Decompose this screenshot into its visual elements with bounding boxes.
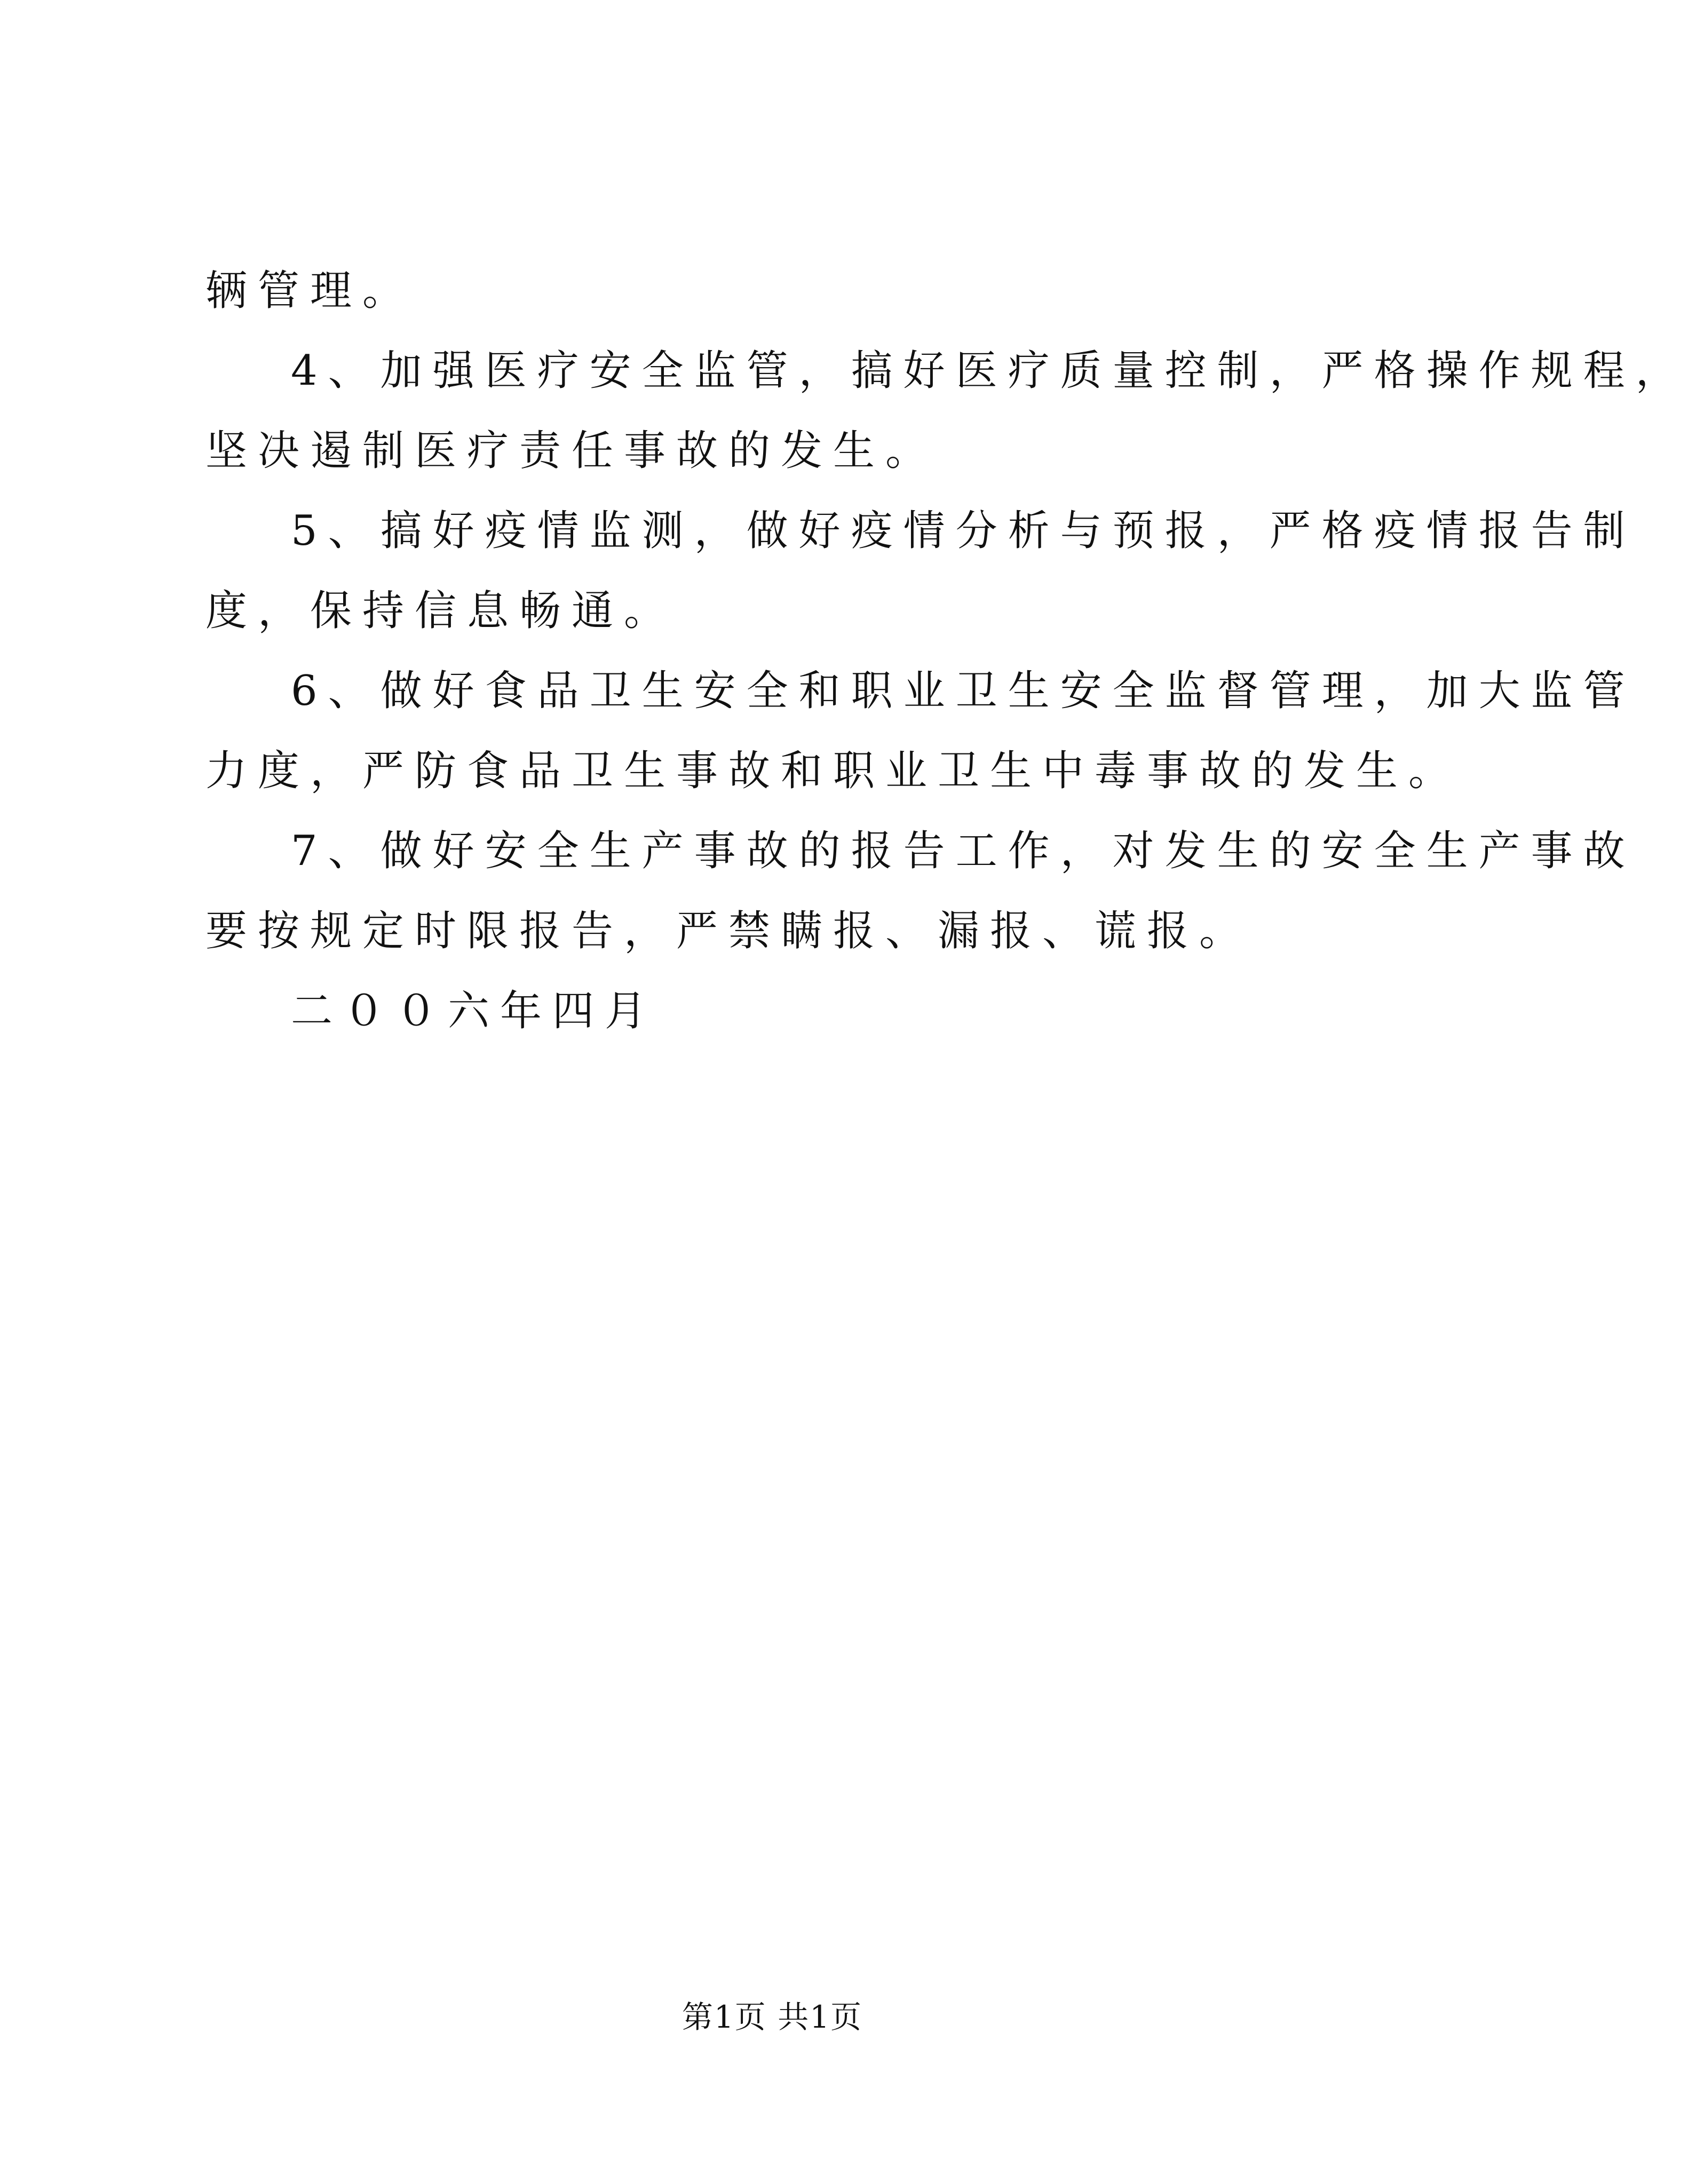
text-line-item-7: 7、做好安全生产事故的报告工作，对发生的安全生产事故	[291, 827, 1636, 875]
text-line-item-5-cont: 度，保持信息畅通。	[205, 587, 677, 635]
text-line-continuation: 辆管理。	[205, 267, 415, 315]
date-line: 二００六年四月	[291, 987, 657, 1035]
text-line-item-4-cont: 坚决遏制医疗责任事故的发生。	[205, 427, 938, 475]
text-line-item-4: 4、加强医疗安全监管，搞好医疗质量控制，严格操作规程，	[291, 347, 1688, 395]
page-number-footer: 第1页 共1页	[681, 1999, 863, 2035]
text-line-item-6-cont: 力度，严防食品卫生事故和职业卫生中毒事故的发生。	[205, 747, 1461, 795]
text-line-item-6: 6、做好食品卫生安全和职业卫生安全监督管理，加大监管	[291, 667, 1636, 715]
document-body	[205, 251, 1688, 1051]
text-line-item-5: 5、搞好疫情监测，做好疫情分析与预报，严格疫情报告制	[291, 507, 1636, 555]
text-line-item-7-cont: 要按规定时限报告，严禁瞒报、漏报、谎报。	[205, 907, 1252, 955]
